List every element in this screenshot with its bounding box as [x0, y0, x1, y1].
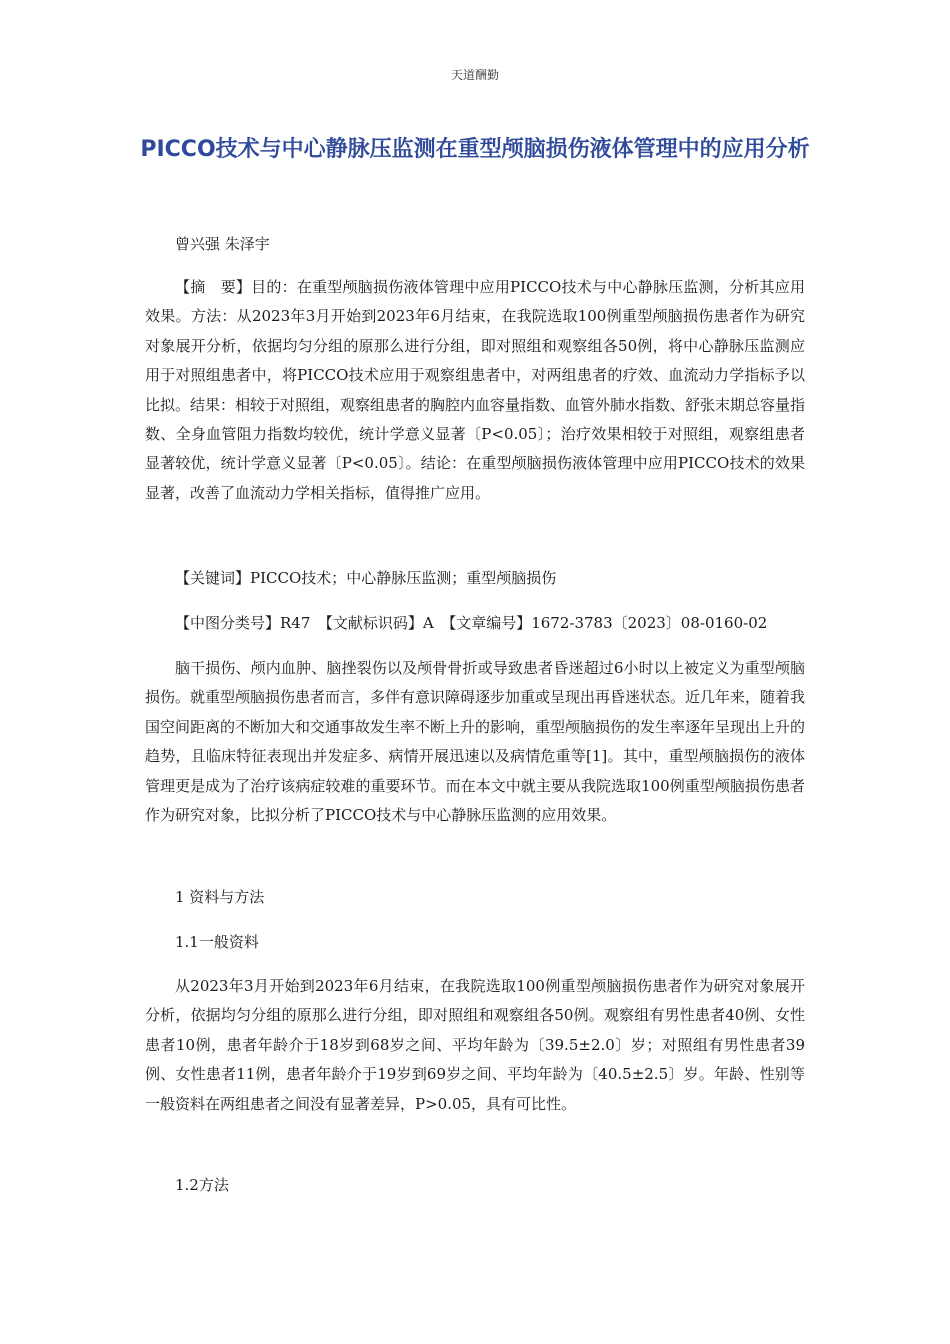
section-heading-1-2: 1.2方法 — [175, 1176, 229, 1194]
abstract: 【摘 要】目的：在重型颅脑损伤液体管理中应用PICCO技术与中心静脉压监测，分析其应用效果。方法：从2023年3月开始到2023年6月结束，在我院选取100例重型颅脑损伤患者作为研究对象展开分析，依据均匀分组的原那么进行分组，即对照组和观察组各50例，将中心静脉压监测应用于对照组患者中，将PICCO技术应用于观察组患者中，对两组患者的疗效、血流动力学指标予以比拟。结果：相较于对照组，观察组患者的胸腔内血容量指数、血管外肺水指数、舒张末期总容量指数、全身血管阻力指数均较优，统计学意义显著〔P<0.05〕；治疗效果相较于对照组，观察组患者显著较优，统计学意义显著〔P<0.05〕。结论：在重型颅脑损伤液体管理中应用PICCO技术的效果显著，改善了血流动力学相关指标，值得推广应用。 — [145, 278, 806, 502]
intro-paragraph: 脑干损伤、颅内血肿、脑挫裂伤以及颅骨骨折或导致患者昏迷超过6小时以上被定义为重型颅脑损伤。就重型颅脑损伤患者而言，多伴有意识障碍逐步加重或呈现出再昏迷状态。近几年来，随着我国空间距离的不断加大和交通事故发生率不断上升的影响，重型颅脑损伤的发生率逐年呈现出上升的趋势，且临床特征表现出并发症多、病情开展迅速以及病情危重等[1]。其中，重型颅脑损伤的液体管理更是成为了治疗该病症较难的重要环节。而在本文中就主要从我院选取100例重型颅脑损伤患者作为研究对象，比拟分析了PICCO技术与中心静脉压监测的应用效果。 — [145, 659, 806, 825]
authors: 曾兴强 朱泽宇 — [175, 235, 270, 253]
classification: 【中图分类号】R47 【文献标识码】A 【文章编号】1672-3783〔2023〕08-0160-02 — [175, 614, 768, 632]
section-heading-1-1: 1.1一般资料 — [175, 933, 259, 951]
article-title: PICCO技术与中心静脉压监测在重型颅脑损伤液体管理中的应用分析 — [140, 137, 810, 162]
general-info-paragraph: 从2023年3月开始到2023年6月结束，在我院选取100例重型颅脑损伤患者作为研究对象展开分析，依据均匀分组的原那么进行分组，即对照组和观察组各50例。观察组有男性患者40例、女性患者10例，患者年龄介于18岁到68岁之间、平均年龄为〔39.5±2.0〕岁；对照组有男性患者39例、女性患者11例，患者年龄介于19岁到69岁之间、平均年龄为〔40.5±2.5〕岁。年龄、性别等一般资料在两组患者之间没有显著差异，P>0.05，具有可比性。 — [145, 977, 805, 1113]
page-header: 天道酬勤 — [450, 68, 499, 82]
section-heading-1: 1 资料与方法 — [175, 888, 265, 906]
keywords: 【关键词】PICCO技术；中心静脉压监测；重型颅脑损伤 — [175, 569, 557, 587]
